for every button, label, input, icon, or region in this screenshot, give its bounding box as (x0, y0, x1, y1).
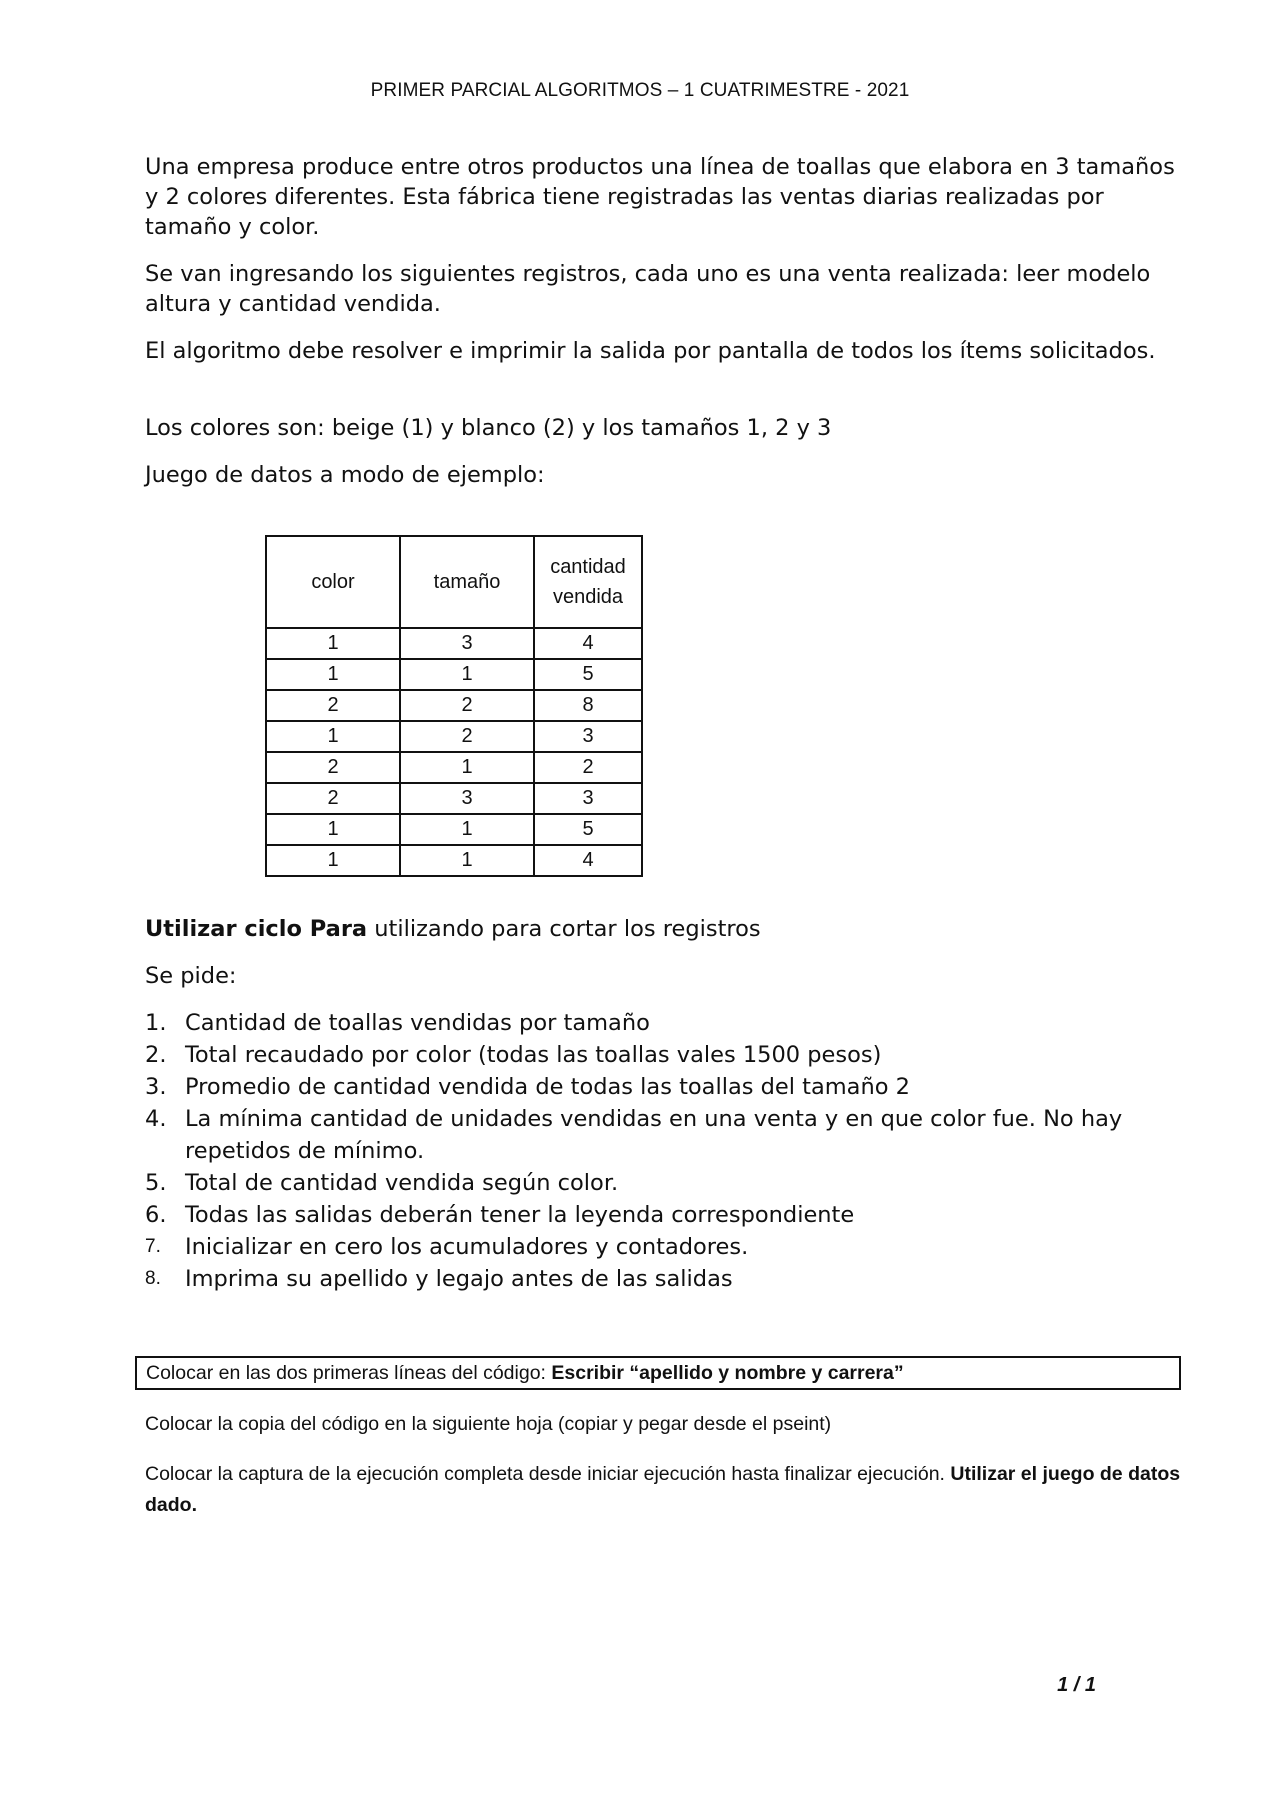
page-number: 1 / 1 (1057, 1674, 1096, 1696)
table-row (266, 845, 642, 876)
list-item (145, 1231, 1185, 1263)
table-cell-color: 2 (266, 690, 400, 721)
table-cell-tamano: 2 (400, 690, 534, 721)
code-header-instruction: Colocar en las dos primeras líneas del código: (146, 1362, 552, 1384)
table-cell-tamano: 2 (400, 721, 534, 752)
list-item-text: Cantidad de toallas vendidas por tamaño (185, 1010, 650, 1036)
table-cell-tamano: 3 (400, 628, 534, 659)
page-header-title: PRIMER PARCIAL ALGORITMOS – 1 CUATRIMESTRE - 2021 (370, 80, 910, 101)
se-pide-label: Se pide: (145, 963, 237, 989)
table-row (266, 721, 642, 752)
list-item-text: Imprima su apellido y legajo antes de las salidas (185, 1266, 733, 1292)
table-row (266, 659, 642, 690)
list-item-number: 3. (145, 1074, 167, 1100)
list-item-number: 1. (145, 1010, 167, 1036)
table-cell-cantidad: 4 (534, 845, 642, 876)
table-row (266, 783, 642, 814)
table-cell-tamano: 1 (400, 814, 534, 845)
requirements-list (145, 1007, 1185, 1295)
table-cell-color: 2 (266, 783, 400, 814)
table-cell-color: 1 (266, 721, 400, 752)
table-cell-tamano: 1 (400, 752, 534, 783)
list-item-text: Total recaudado por color (todas las toallas vales 1500 pesos) (185, 1042, 882, 1068)
intro-paragraph-colors: Los colores son: beige (1) y blanco (2) y los tamaños 1, 2 y 3 (145, 415, 832, 441)
table-cell-color: 1 (266, 628, 400, 659)
list-item (145, 1071, 1185, 1103)
table-row (266, 628, 642, 659)
list-item-number: 7. (145, 1236, 161, 1257)
capture-note-text: Colocar la captura de la ejecución completa desde iniciar ejecución hasta finalizar ejecución. (145, 1463, 951, 1485)
table-cell-color: 1 (266, 659, 400, 690)
list-item-number: 5. (145, 1170, 167, 1196)
table-row (266, 752, 642, 783)
copy-code-note: Colocar la copia del código en la siguiente hoja (copiar y pegar desde el pseint) (145, 1413, 832, 1435)
table-cell-color: 1 (266, 814, 400, 845)
intro-paragraph-2: Se van ingresando los siguientes registros, cada uno es una venta realizada: leer modelo altura y cantidad vendida. (145, 261, 1151, 317)
intro-paragraph-1: Una empresa produce entre otros productos una línea de toallas que elabora en 3 tamaños y 2 colores diferentes. Esta fábrica tiene registradas las ventas diarias realizadas por tamaño y color. (145, 154, 1175, 240)
table-row (266, 814, 642, 845)
list-item-text: Promedio de cantidad vendida de todas las toallas del tamaño 2 (185, 1074, 910, 1100)
capture-note-bold: Utilizar el juego de datos dado. (145, 1463, 1181, 1516)
list-item (145, 1167, 1185, 1199)
column-header-color: color (266, 536, 400, 628)
intro-paragraph-3: El algoritmo debe resolver e imprimir la salida por pantalla de todos los ítems solicitados. (145, 338, 1156, 364)
table-cell-color: 2 (266, 752, 400, 783)
loop-instruction-rest: utilizando para cortar los registros (367, 916, 761, 942)
list-item (145, 1263, 1185, 1295)
list-item-number: 8. (145, 1268, 161, 1289)
code-header-instruction-bold: Escribir “apellido y nombre y carrera” (551, 1362, 904, 1384)
table-cell-cantidad: 5 (534, 659, 642, 690)
column-header-cantidad-text: cantidad vendida (550, 556, 626, 608)
table-cell-cantidad: 2 (534, 752, 642, 783)
list-item (145, 1103, 1185, 1167)
list-item (145, 1199, 1185, 1231)
loop-instruction (145, 914, 1185, 944)
table-cell-cantidad: 5 (534, 814, 642, 845)
list-item-text: Todas las salidas deberán tener la leyenda correspondiente (185, 1202, 855, 1228)
list-item (145, 1007, 1185, 1039)
column-header-cantidad (534, 536, 642, 628)
table-row (266, 690, 642, 721)
list-item-text: Total de cantidad vendida según color. (185, 1170, 619, 1196)
list-item-text: La mínima cantidad de unidades vendidas en una venta y en que color fue. No hay repetidos de mínimo. (185, 1106, 1123, 1164)
column-header-tamano: tamaño (400, 536, 534, 628)
sample-data-table (265, 535, 643, 877)
table-cell-cantidad: 4 (534, 628, 642, 659)
table-cell-tamano: 1 (400, 845, 534, 876)
list-item-text: Inicializar en cero los acumuladores y contadores. (185, 1234, 749, 1260)
table-cell-tamano: 3 (400, 783, 534, 814)
intro-paragraph-dataset: Juego de datos a modo de ejemplo: (145, 462, 545, 488)
table-cell-cantidad: 3 (534, 721, 642, 752)
list-item (145, 1039, 1185, 1071)
loop-instruction-bold: Utilizar ciclo Para (145, 916, 368, 942)
list-item-number: 4. (145, 1106, 167, 1132)
list-item-number: 2. (145, 1042, 167, 1068)
table-cell-cantidad: 3 (534, 783, 642, 814)
list-item-number: 6. (145, 1202, 167, 1228)
table-cell-tamano: 1 (400, 659, 534, 690)
capture-note (145, 1459, 1185, 1521)
table-cell-color: 1 (266, 845, 400, 876)
code-header-instruction-box (135, 1356, 1181, 1390)
table-header-row (266, 536, 642, 628)
table-cell-cantidad: 8 (534, 690, 642, 721)
